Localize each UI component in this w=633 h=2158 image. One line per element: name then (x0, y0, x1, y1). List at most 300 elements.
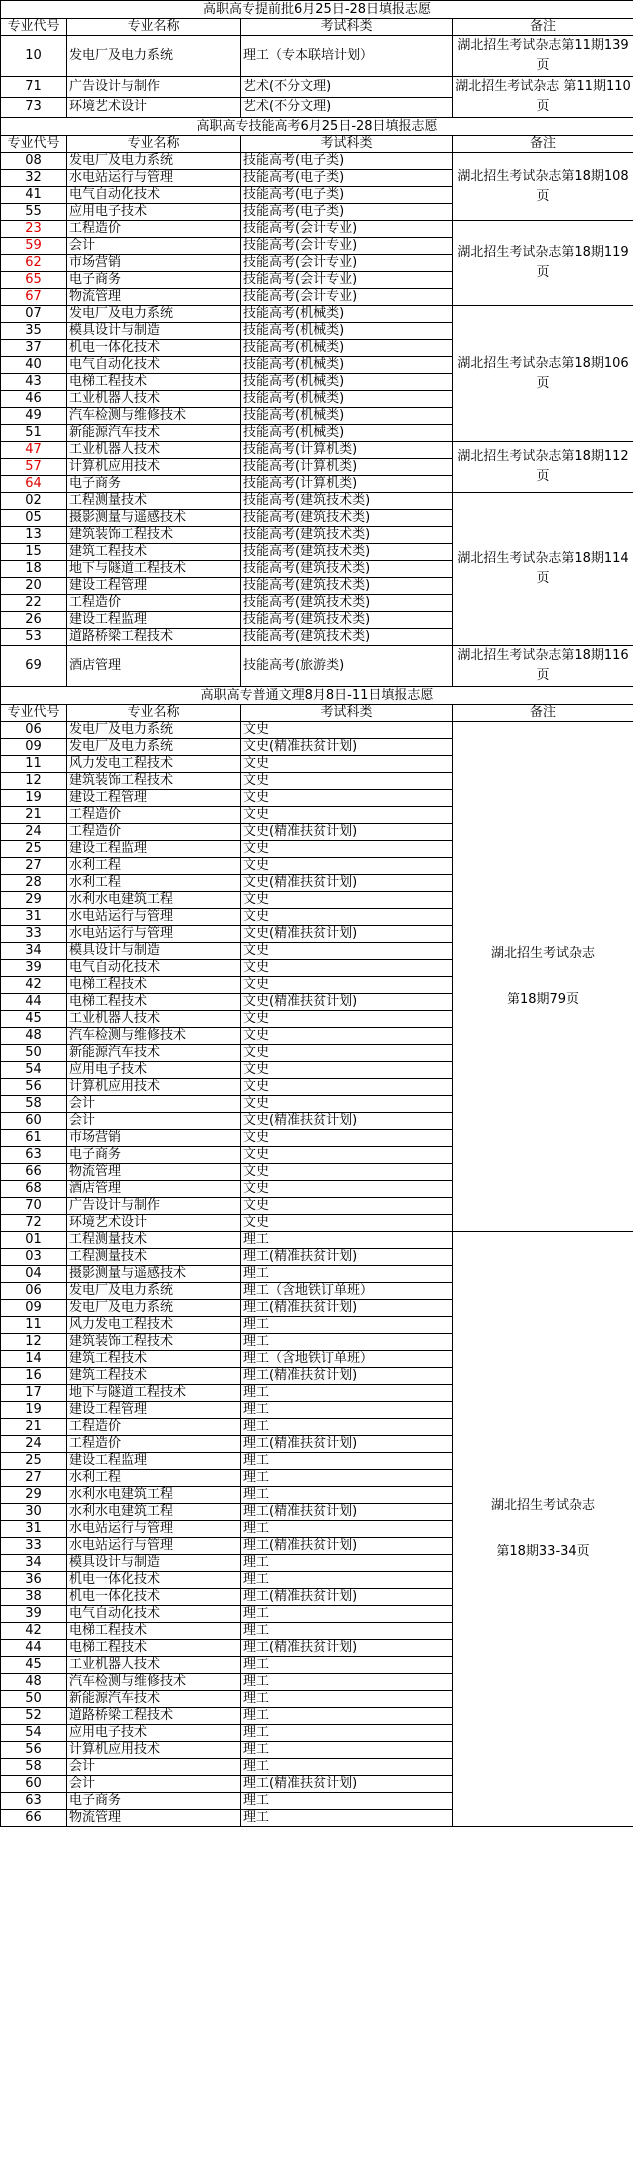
header-code: 专业代号 (1, 136, 67, 153)
exam-type: 技能高考(计算机类) (241, 442, 453, 459)
major-code: 24 (1, 824, 67, 841)
remark-text: 湖北招生考试杂志第11期139页 (457, 38, 629, 73)
header-type: 考试科类 (241, 136, 453, 153)
major-name: 水利水电建筑工程 (67, 1504, 241, 1521)
major-code: 05 (1, 510, 67, 527)
exam-type: 理工(精准扶贫计划) (241, 1249, 453, 1266)
major-name: 电梯工程技术 (67, 977, 241, 994)
exam-type: 理工 (241, 1793, 453, 1810)
major-code: 45 (1, 1657, 67, 1674)
major-code: 24 (1, 1436, 67, 1453)
exam-type: 理工 (241, 1385, 453, 1402)
exam-type: 技能高考(机械类) (241, 374, 453, 391)
major-code: 34 (1, 1555, 67, 1572)
remark-cell (453, 36, 633, 77)
remark-cell (453, 442, 633, 493)
major-code: 27 (1, 858, 67, 875)
remark-cell (453, 77, 633, 118)
exam-type: 理工 (241, 1623, 453, 1640)
major-name: 建筑工程技术 (67, 544, 241, 561)
table-row (1, 153, 633, 170)
exam-type: 理工 (241, 1657, 453, 1674)
exam-type: 技能高考(旅游类) (241, 646, 453, 687)
major-name: 电子商务 (67, 1147, 241, 1164)
major-name: 新能源汽车技术 (67, 425, 241, 442)
major-name: 模具设计与制造 (67, 1555, 241, 1572)
exam-type: 文史 (241, 1181, 453, 1198)
major-name: 建设工程管理 (67, 578, 241, 595)
major-name: 酒店管理 (67, 1181, 241, 1198)
exam-type: 文史(精准扶贫计划) (241, 824, 453, 841)
major-name: 新能源汽车技术 (67, 1045, 241, 1062)
exam-type: 理工(精准扶贫计划) (241, 1368, 453, 1385)
major-name: 电子商务 (67, 1793, 241, 1810)
major-name: 广告设计与制作 (67, 1198, 241, 1215)
header-type: 考试科类 (241, 19, 453, 36)
remark-text: 湖北招生考试杂志第18期119页 (457, 245, 629, 280)
major-code: 60 (1, 1113, 67, 1130)
remark-cell (453, 493, 633, 646)
major-name: 计算机应用技术 (67, 1079, 241, 1096)
major-code: 41 (1, 187, 67, 204)
major-code: 44 (1, 994, 67, 1011)
exam-type: 文史 (241, 892, 453, 909)
major-code: 66 (1, 1810, 67, 1827)
major-name: 建设工程管理 (67, 1402, 241, 1419)
major-name: 机电一体化技术 (67, 1572, 241, 1589)
exam-type: 技能高考(机械类) (241, 408, 453, 425)
major-code: 17 (1, 1385, 67, 1402)
major-code: 55 (1, 204, 67, 221)
exam-type: 文史 (241, 1028, 453, 1045)
exam-type: 文史 (241, 977, 453, 994)
remark-text: 湖北招生考试杂志 第11期110页 (455, 79, 631, 114)
header-name: 专业名称 (67, 705, 241, 722)
major-code: 31 (1, 1521, 67, 1538)
major-name: 建筑工程技术 (67, 1351, 241, 1368)
exam-type: 技能高考(会计专业) (241, 289, 453, 306)
major-code: 46 (1, 391, 67, 408)
major-name: 发电厂及电力系统 (67, 36, 241, 77)
major-code: 48 (1, 1028, 67, 1045)
major-name: 工程测量技术 (67, 1232, 241, 1249)
major-code: 21 (1, 1419, 67, 1436)
major-name: 物流管理 (67, 289, 241, 306)
major-name: 工程造价 (67, 1419, 241, 1436)
major-name: 工程测量技术 (67, 1249, 241, 1266)
header-note: 备注 (453, 19, 633, 36)
exam-type: 理工 (241, 1691, 453, 1708)
major-name: 电气自动化技术 (67, 357, 241, 374)
header-code: 专业代号 (1, 705, 67, 722)
major-name: 新能源汽车技术 (67, 1691, 241, 1708)
major-code: 58 (1, 1096, 67, 1113)
major-name: 物流管理 (67, 1164, 241, 1181)
major-name: 水利工程 (67, 875, 241, 892)
exam-type: 理工(精准扶贫计划) (241, 1504, 453, 1521)
exam-type: 理工(精准扶贫计划) (241, 1300, 453, 1317)
major-code: 52 (1, 1708, 67, 1725)
header-code: 专业代号 (1, 19, 67, 36)
exam-type: 文史(精准扶贫计划) (241, 1113, 453, 1130)
major-name: 建设工程监理 (67, 841, 241, 858)
exam-type: 理工 (241, 1708, 453, 1725)
major-code: 68 (1, 1181, 67, 1198)
remark-text: 湖北招生考试杂志第18期114页 (457, 551, 629, 586)
exam-type: 文史 (241, 1164, 453, 1181)
major-code: 42 (1, 1623, 67, 1640)
major-name: 建设工程监理 (67, 612, 241, 629)
major-code: 54 (1, 1725, 67, 1742)
major-name: 工程造价 (67, 595, 241, 612)
major-code: 40 (1, 357, 67, 374)
major-name: 水电站运行与管理 (67, 170, 241, 187)
major-name: 电子商务 (67, 476, 241, 493)
major-code: 20 (1, 578, 67, 595)
exam-type: 技能高考(会计专业) (241, 238, 453, 255)
major-code: 29 (1, 892, 67, 909)
major-code: 61 (1, 1130, 67, 1147)
exam-type: 文史 (241, 807, 453, 824)
exam-type: 理工(精准扶贫计划) (241, 1538, 453, 1555)
exam-type: 技能高考(电子类) (241, 187, 453, 204)
major-code: 39 (1, 960, 67, 977)
header-name: 专业名称 (67, 136, 241, 153)
remark-cell (453, 646, 633, 687)
major-code: 12 (1, 1334, 67, 1351)
major-code: 19 (1, 790, 67, 807)
major-name: 摄影测量与遥感技术 (67, 1266, 241, 1283)
major-code: 06 (1, 1283, 67, 1300)
major-code: 57 (1, 459, 67, 476)
remark-cell (453, 1232, 633, 1827)
major-code: 43 (1, 374, 67, 391)
major-code: 51 (1, 425, 67, 442)
exam-type: 技能高考(会计专业) (241, 255, 453, 272)
major-code: 37 (1, 340, 67, 357)
major-code: 16 (1, 1368, 67, 1385)
major-name: 水利工程 (67, 1470, 241, 1487)
major-code: 06 (1, 722, 67, 739)
major-code: 67 (1, 289, 67, 306)
major-code: 11 (1, 1317, 67, 1334)
table-row (1, 77, 633, 98)
major-name: 建设工程管理 (67, 790, 241, 807)
remark-text: 湖北招生考试杂志第18期116页 (457, 648, 629, 683)
major-code: 14 (1, 1351, 67, 1368)
major-code: 08 (1, 153, 67, 170)
exam-type: 理工(精准扶贫计划) (241, 1640, 453, 1657)
major-code: 56 (1, 1742, 67, 1759)
major-code: 18 (1, 561, 67, 578)
major-code: 19 (1, 1402, 67, 1419)
exam-type: 理工(精准扶贫计划) (241, 1436, 453, 1453)
table-row (1, 722, 633, 739)
major-name: 建筑工程技术 (67, 1368, 241, 1385)
major-name: 工程测量技术 (67, 493, 241, 510)
major-name: 电梯工程技术 (67, 994, 241, 1011)
major-name: 工业机器人技术 (67, 1657, 241, 1674)
major-name: 风力发电工程技术 (67, 1317, 241, 1334)
major-code: 27 (1, 1470, 67, 1487)
major-code: 71 (1, 77, 67, 98)
exam-type: 理工 (241, 1759, 453, 1776)
major-code: 64 (1, 476, 67, 493)
exam-type: 技能高考(机械类) (241, 323, 453, 340)
exam-type: 理工 (241, 1521, 453, 1538)
major-code: 33 (1, 926, 67, 943)
major-name: 会计 (67, 1759, 241, 1776)
remark-cell (453, 221, 633, 306)
exam-type: 技能高考(建筑技术类) (241, 561, 453, 578)
major-name: 会计 (67, 238, 241, 255)
exam-type: 理工 (241, 1453, 453, 1470)
major-name: 水利工程 (67, 858, 241, 875)
exam-type: 文史 (241, 858, 453, 875)
section-title: 高职高专技能高考6月25日-28日填报志愿 (1, 118, 633, 136)
major-code: 33 (1, 1538, 67, 1555)
major-name: 工程造价 (67, 1436, 241, 1453)
exam-type: 技能高考(机械类) (241, 391, 453, 408)
remark-spacer (455, 964, 631, 990)
exam-type: 技能高考(建筑技术类) (241, 578, 453, 595)
major-name: 水电站运行与管理 (67, 926, 241, 943)
section-title: 高职高专提前批6月25日-28日填报志愿 (1, 1, 633, 19)
major-name: 电子商务 (67, 272, 241, 289)
major-name: 电梯工程技术 (67, 374, 241, 391)
major-code: 38 (1, 1589, 67, 1606)
exam-type: 理工 (241, 1317, 453, 1334)
section-title-row (1, 1, 633, 19)
exam-type: 文史 (241, 1147, 453, 1164)
major-code: 13 (1, 527, 67, 544)
major-code: 39 (1, 1606, 67, 1623)
major-name: 水利水电建筑工程 (67, 1487, 241, 1504)
major-name: 应用电子技术 (67, 1725, 241, 1742)
major-code: 29 (1, 1487, 67, 1504)
major-code: 34 (1, 943, 67, 960)
exam-type: 理工 (241, 1470, 453, 1487)
exam-type: 技能高考(电子类) (241, 204, 453, 221)
exam-type: 技能高考(机械类) (241, 340, 453, 357)
exam-type: 技能高考(建筑技术类) (241, 493, 453, 510)
table-row (1, 1232, 633, 1249)
major-code: 01 (1, 1232, 67, 1249)
major-code: 35 (1, 323, 67, 340)
exam-type: 文史 (241, 960, 453, 977)
major-code: 58 (1, 1759, 67, 1776)
major-name: 电气自动化技术 (67, 1606, 241, 1623)
major-name: 计算机应用技术 (67, 1742, 241, 1759)
exam-type: 技能高考(会计专业) (241, 272, 453, 289)
exam-type: 理工 (241, 1232, 453, 1249)
major-name: 发电厂及电力系统 (67, 739, 241, 756)
major-name: 应用电子技术 (67, 1062, 241, 1079)
major-name: 地下与隧道工程技术 (67, 1385, 241, 1402)
major-name: 水电站运行与管理 (67, 1521, 241, 1538)
major-name: 广告设计与制作 (67, 77, 241, 98)
major-name: 建筑装饰工程技术 (67, 527, 241, 544)
exam-type: 技能高考(会计专业) (241, 221, 453, 238)
major-name: 电气自动化技术 (67, 960, 241, 977)
major-code: 70 (1, 1198, 67, 1215)
major-name: 建筑装饰工程技术 (67, 773, 241, 790)
exam-type: 技能高考(建筑技术类) (241, 544, 453, 561)
header-row (1, 19, 633, 36)
major-code: 42 (1, 977, 67, 994)
major-code: 25 (1, 841, 67, 858)
major-name: 市场营销 (67, 255, 241, 272)
major-name: 发电厂及电力系统 (67, 153, 241, 170)
major-name: 工业机器人技术 (67, 1011, 241, 1028)
exam-type: 理工 (241, 1742, 453, 1759)
major-name: 应用电子技术 (67, 204, 241, 221)
major-code: 69 (1, 646, 67, 687)
remark-cell (453, 306, 633, 442)
major-code: 54 (1, 1062, 67, 1079)
remark-spacer (455, 1516, 631, 1542)
exam-type: 技能高考(电子类) (241, 170, 453, 187)
major-code: 48 (1, 1674, 67, 1691)
exam-type: 文史 (241, 773, 453, 790)
major-name: 计算机应用技术 (67, 459, 241, 476)
remark-text: 湖北招生考试杂志第18期106页 (457, 355, 629, 391)
major-code: 63 (1, 1793, 67, 1810)
major-name: 模具设计与制造 (67, 943, 241, 960)
exam-type: 文史 (241, 943, 453, 960)
major-name: 会计 (67, 1776, 241, 1793)
major-name: 工业机器人技术 (67, 391, 241, 408)
major-code: 11 (1, 756, 67, 773)
major-code: 21 (1, 807, 67, 824)
major-code: 23 (1, 221, 67, 238)
exam-type: 技能高考(机械类) (241, 425, 453, 442)
exam-type: 理工（含地铁订单班） (241, 1283, 453, 1300)
exam-type: 文史(精准扶贫计划) (241, 994, 453, 1011)
major-name: 会计 (67, 1113, 241, 1130)
major-code: 36 (1, 1572, 67, 1589)
major-code: 15 (1, 544, 67, 561)
exam-type: 文史 (241, 1130, 453, 1147)
major-code: 49 (1, 408, 67, 425)
remark-text: 湖北招生考试杂志第18期108页 (457, 168, 629, 204)
major-name: 工程造价 (67, 824, 241, 841)
exam-type: 理工 (241, 1555, 453, 1572)
major-code: 25 (1, 1453, 67, 1470)
exam-type: 技能高考(建筑技术类) (241, 527, 453, 544)
exam-type: 理工(精准扶贫计划) (241, 1776, 453, 1793)
exam-type: 文史 (241, 1079, 453, 1096)
major-name: 汽车检测与维修技术 (67, 1028, 241, 1045)
major-name: 物流管理 (67, 1810, 241, 1827)
major-code: 26 (1, 612, 67, 629)
remark-text: 湖北招生考试杂志 (491, 1498, 596, 1513)
major-code: 31 (1, 909, 67, 926)
major-code: 56 (1, 1079, 67, 1096)
major-name: 工程造价 (67, 221, 241, 238)
major-name: 汽车检测与维修技术 (67, 408, 241, 425)
major-code: 12 (1, 773, 67, 790)
major-code: 09 (1, 739, 67, 756)
exam-type: 理工 (241, 1419, 453, 1436)
exam-type: 理工（专本联培计划） (241, 36, 453, 77)
major-name: 会计 (67, 1096, 241, 1113)
exam-type: 理工 (241, 1606, 453, 1623)
major-name: 电梯工程技术 (67, 1623, 241, 1640)
major-name: 酒店管理 (67, 646, 241, 687)
major-name: 发电厂及电力系统 (67, 1300, 241, 1317)
major-name: 环境艺术设计 (67, 1215, 241, 1232)
major-name: 发电厂及电力系统 (67, 1283, 241, 1300)
major-name: 建筑装饰工程技术 (67, 1334, 241, 1351)
major-code: 10 (1, 36, 67, 77)
major-name: 环境艺术设计 (67, 97, 241, 118)
major-code: 28 (1, 875, 67, 892)
major-name: 机电一体化技术 (67, 340, 241, 357)
exam-type: 文史 (241, 1198, 453, 1215)
section-title-row (1, 687, 633, 705)
exam-type: 文史 (241, 909, 453, 926)
exam-type: 技能高考(电子类) (241, 153, 453, 170)
header-name: 专业名称 (67, 19, 241, 36)
major-name: 道路桥梁工程技术 (67, 629, 241, 646)
exam-type: 技能高考(计算机类) (241, 476, 453, 493)
exam-type: 理工 (241, 1487, 453, 1504)
exam-type: 文史 (241, 790, 453, 807)
major-name: 市场营销 (67, 1130, 241, 1147)
major-code: 53 (1, 629, 67, 646)
major-code: 66 (1, 1164, 67, 1181)
exam-type: 技能高考(机械类) (241, 306, 453, 323)
major-code: 02 (1, 493, 67, 510)
major-code: 63 (1, 1147, 67, 1164)
remark-cell (453, 722, 633, 1232)
exam-type: 文史 (241, 841, 453, 858)
exam-type: 艺术(不分文理) (241, 77, 453, 98)
exam-type: 文史 (241, 1096, 453, 1113)
exam-type: 文史 (241, 756, 453, 773)
exam-type: 艺术(不分文理) (241, 97, 453, 118)
major-code: 04 (1, 1266, 67, 1283)
remark-page: 第18期79页 (506, 991, 580, 1007)
exam-type: 文史(精准扶贫计划) (241, 875, 453, 892)
section-title-row (1, 118, 633, 136)
exam-type: 文史(精准扶贫计划) (241, 739, 453, 756)
major-name: 电梯工程技术 (67, 1640, 241, 1657)
exam-type: 技能高考(建筑技术类) (241, 612, 453, 629)
exam-type: 理工 (241, 1725, 453, 1742)
major-code: 44 (1, 1640, 67, 1657)
exam-type: 理工 (241, 1572, 453, 1589)
major-code: 60 (1, 1776, 67, 1793)
table-row (1, 306, 633, 323)
exam-type: 技能高考(建筑技术类) (241, 510, 453, 527)
major-code: 45 (1, 1011, 67, 1028)
major-code: 72 (1, 1215, 67, 1232)
table-row (1, 36, 633, 77)
major-code: 59 (1, 238, 67, 255)
exam-type: 文史(精准扶贫计划) (241, 926, 453, 943)
exam-type: 技能高考(建筑技术类) (241, 629, 453, 646)
exam-type: 文史 (241, 722, 453, 739)
header-note: 备注 (453, 136, 633, 153)
table-row (1, 221, 633, 238)
major-name: 发电厂及电力系统 (67, 306, 241, 323)
exam-type: 理工 (241, 1674, 453, 1691)
table-row (1, 442, 633, 459)
exam-type: 技能高考(计算机类) (241, 459, 453, 476)
major-name: 风力发电工程技术 (67, 756, 241, 773)
